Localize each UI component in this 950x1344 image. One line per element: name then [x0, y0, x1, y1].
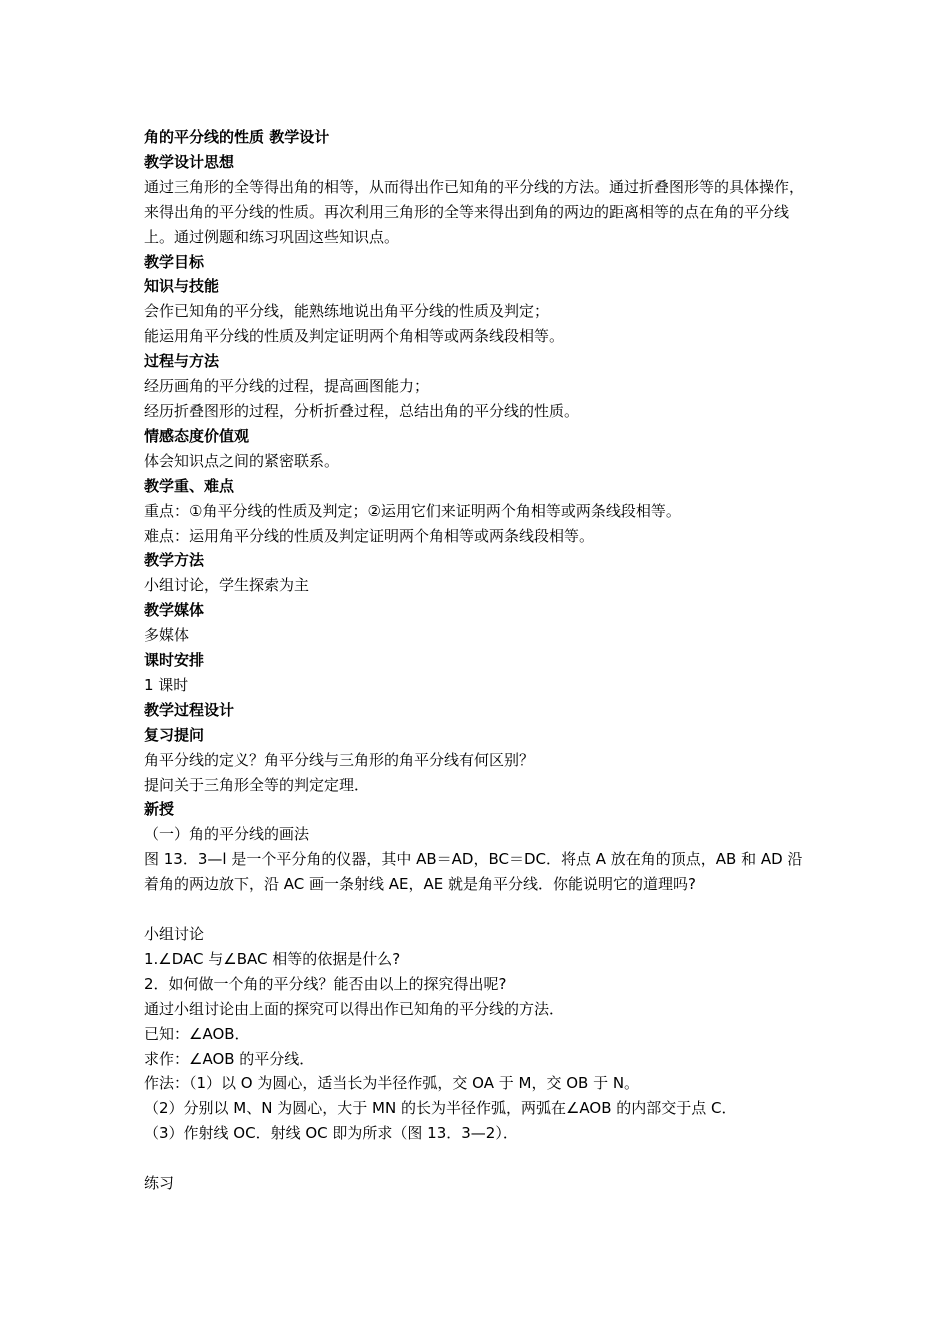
review-item-2: 提问关于三角形全等的判定定理． [144, 775, 370, 794]
class-hours: 1 课时 [144, 675, 189, 694]
review-item-1: 角平分线的定义？角平分线与三角形的角平分线有何区别？ [144, 750, 535, 769]
paragraph-design-idea: 通过三角形的全等得出角的相等，从而得出作已知角的平分线的方法。通过折叠图形等的具体操作，来得出角的平分线的性质。再次利用三角形的全等来得出到角的两边的距离相等的点在角的平分线上。通过例题和练习巩固这些知识点。 [144, 177, 805, 246]
document-title: 角的平分线的性质 教学设计 [144, 128, 330, 146]
teaching-media: 多媒体 [144, 626, 190, 645]
blank-line [144, 897, 814, 922]
teaching-method: 小组讨论，学生探索为主 [144, 576, 310, 595]
question-2: 2．如何做一个角的平分线？能否由以上的探究得出呢? [144, 974, 507, 993]
key-point: 重点：①角平分线的性质及判定；②运用它们来证明两个角相等或两条线段相等。 [144, 501, 681, 520]
difficult-point: 难点：运用角平分线的性质及判定证明两个角相等或两条线段相等。 [144, 526, 595, 545]
subheading-bisector-drawing: （一）角的平分线的画法 [144, 825, 310, 844]
construction-step-3: （3）作射线 OC．射线 OC 即为所求（图 13．3—2）． [144, 1124, 518, 1143]
process-item-2: 经历折叠图形的过程，分析折叠过程，总结出角的平分线的性质。 [144, 401, 580, 420]
heading-process-design: 教学过程设计 [144, 700, 235, 719]
given-statement: 已知：∠AOB． [144, 1024, 250, 1043]
emotion-item-1: 体会知识点之间的紧密联系。 [144, 451, 340, 470]
question-1: 1.∠DAC 与∠BAC 相等的依据是什么? [144, 949, 401, 968]
heading-knowledge-skills: 知识与技能 [144, 277, 220, 296]
discussion-conclusion: 通过小组讨论由上面的探究可以得出作已知角的平分线的方法． [144, 999, 565, 1018]
process-item-1: 经历画角的平分线的过程，提高画图能力； [144, 377, 430, 396]
heading-teaching-method: 教学方法 [144, 551, 205, 570]
heading-teaching-goals: 教学目标 [144, 252, 205, 271]
knowledge-item-2: 能运用角平分线的性质及判定证明两个角相等或两条线段相等。 [144, 327, 565, 346]
construction-step-2: （2）分别以 M、N 为圆心，大于 MN 的长为半径作弧，两弧在∠AOB 的内部交于点 C． [144, 1099, 737, 1118]
heading-new-lesson: 新授 [144, 800, 175, 819]
heading-key-difficult: 教学重、难点 [144, 476, 235, 495]
construct-statement: 求作：∠AOB 的平分线． [144, 1049, 315, 1068]
heading-emotion-values: 情感态度价值观 [144, 426, 250, 445]
paragraph-figure-13-3-1: 图 13．3—l 是一个平分角的仪器，其中 AB＝AD，BC＝DC．将点 A 放在角的顶点，AB 和 AD 沿着角的两边放下，沿 AC 画一条射线 AE，AE 就是角平分线．你能说明它的道理吗? [144, 850, 803, 894]
blank-line [144, 1146, 814, 1171]
knowledge-item-1: 会作已知角的平分线，能熟练地说出角平分线的性质及判定； [144, 302, 550, 321]
heading-design-idea: 教学设计思想 [144, 152, 235, 171]
practice-label: 练习 [144, 1174, 175, 1193]
heading-process-method: 过程与方法 [144, 352, 220, 371]
heading-teaching-media: 教学媒体 [144, 601, 205, 620]
group-discussion: 小组讨论 [144, 924, 205, 943]
document-body [144, 125, 814, 1196]
heading-class-hours: 课时安排 [144, 651, 205, 670]
construction-step-1: 作法：（1）以 O 为圆心，适当长为半径作弧，交 OA 于 M，交 OB 于 N。 [144, 1074, 640, 1093]
heading-review: 复习提问 [144, 725, 205, 744]
